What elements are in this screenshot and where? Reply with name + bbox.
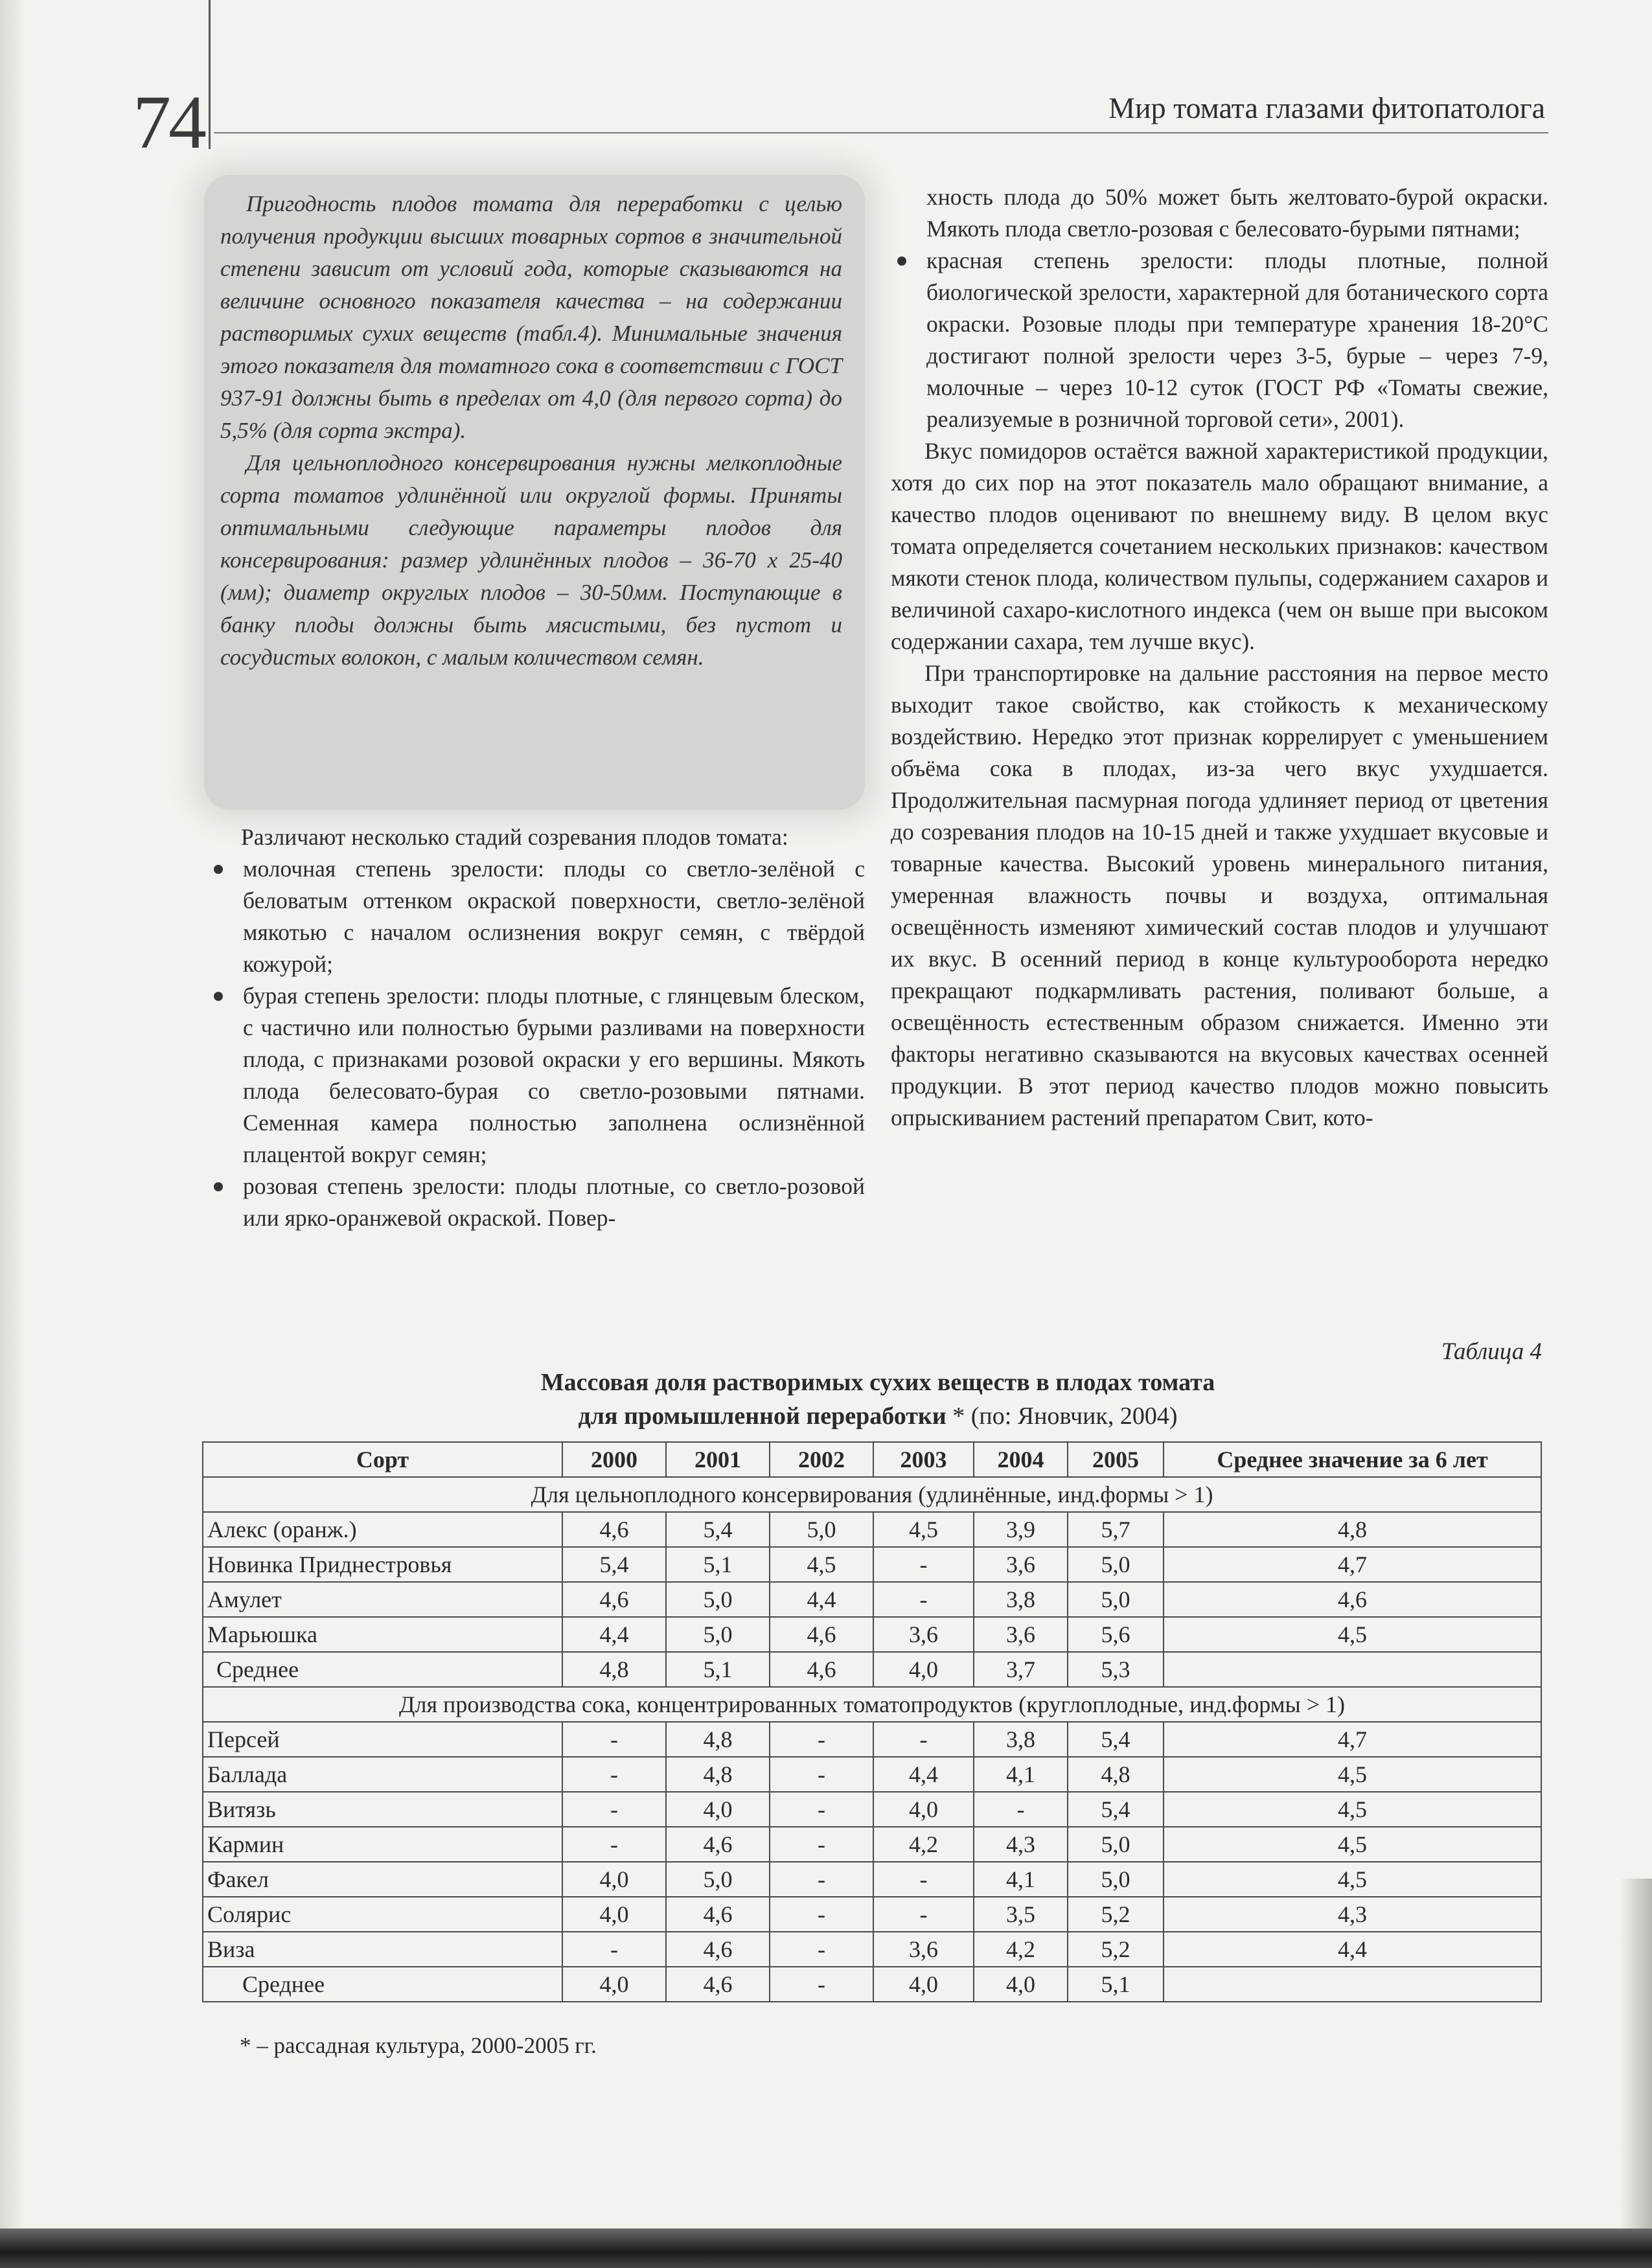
value-cell: 4,8 (1164, 1512, 1541, 1547)
value-cell: 5,1 (666, 1547, 770, 1582)
page-edge-shadow (0, 0, 26, 2268)
table-title-line2 (207, 1399, 1548, 1433)
column-header: 2001 (666, 1442, 770, 1477)
variety-name-cell: Виза (203, 1932, 562, 1967)
value-cell: - (562, 1722, 666, 1757)
table-row (203, 1512, 1541, 1547)
table-row (203, 1897, 1541, 1932)
value-cell: 4,6 (562, 1582, 666, 1617)
stages-intro: Различают несколько стадий созревания плодов томата: (241, 824, 788, 850)
stage-bullet: бурая степень зрелости: плоды плотные, с глянцевым блеском, с частично или полностью бурыми разливами на поверхности плода, с признаками розовой окраски у его вершины. Мякоть плода белесовато-бурая со светло-розовыми пятнами. Семенная камера полностью заполнена ослизнённой плацентой вокруг семян; (207, 980, 865, 1171)
column-header: Среднее значение за 6 лет (1164, 1442, 1541, 1477)
value-cell: 4,8 (666, 1722, 770, 1757)
value-cell: 5,2 (1068, 1932, 1164, 1967)
value-cell: 4,5 (1164, 1792, 1541, 1827)
column-header: 2002 (770, 1442, 873, 1477)
value-cell: - (562, 1827, 666, 1862)
variety-name-cell: Среднее (203, 1652, 562, 1687)
value-cell: - (873, 1897, 974, 1932)
column-header: 2005 (1068, 1442, 1164, 1477)
table-section-row (203, 1477, 1541, 1512)
value-cell: 4,0 (666, 1792, 770, 1827)
table-label: Таблица 4 (1441, 1338, 1542, 1365)
value-cell: - (770, 1897, 873, 1932)
value-cell: 4,6 (666, 1897, 770, 1932)
table-header-row (203, 1442, 1541, 1477)
value-cell: 5,6 (1068, 1617, 1164, 1652)
value-cell: 5,4 (666, 1512, 770, 1547)
column-header: 2003 (873, 1442, 974, 1477)
value-cell: 5,0 (1068, 1547, 1164, 1582)
value-cell (1164, 1967, 1541, 2002)
page-edge-shadow-right (1620, 1879, 1652, 2228)
value-cell: 5,0 (666, 1617, 770, 1652)
value-cell: 5,1 (666, 1652, 770, 1687)
variety-name-cell: Факел (203, 1862, 562, 1897)
value-cell: 4,4 (770, 1582, 873, 1617)
variety-name-cell: Алекс (оранж.) (203, 1512, 562, 1547)
table-row (203, 1582, 1541, 1617)
table-row (203, 1652, 1541, 1687)
value-cell: - (770, 1792, 873, 1827)
section-heading: Для цельноплодного консервирования (удлинённые, инд.формы > 1) (203, 1477, 1541, 1512)
variety-name-cell: Персей (203, 1722, 562, 1757)
value-cell: - (873, 1582, 974, 1617)
table-row (203, 1792, 1541, 1827)
body-paragraph: Вкус помидоров остаётся важной характеристикой продукции, хотя до сих пор на этот показатель мало обращают внимание, а качество плодов оценивают по внешнему виду. В целом вкус томата определяется сочетанием нескольких признаков: качеством мякоти стенок плода, количеством пульпы, содержанием сахаров и величиной сахаро-кислотного индекса (чем он выше при высоком содержании сахара, тем лучше вкус). (891, 438, 1548, 654)
value-cell: - (770, 1862, 873, 1897)
variety-name-cell: Амулет (203, 1582, 562, 1617)
value-cell: 4,0 (873, 1967, 974, 2002)
sidebar-paragraph: Пригодность плодов томата для переработки с целью получения продукции высших товарных сортов в значительной степени зависит от условий года, которые сказываются на величине основного показателя качества – на содержании растворимых сухих веществ (табл.4). Минимальные значения этого показателя для томатного сока в соответствии с ГОСТ 937-91 должны быть в пределах от 4,0 (для первого сорта) до 5,5% (для сорта экстра). (220, 191, 842, 443)
data-table (202, 1441, 1542, 2002)
column-header: 2000 (562, 1442, 666, 1477)
value-cell: 4,5 (1164, 1862, 1541, 1897)
value-cell: - (873, 1862, 974, 1897)
value-cell: 4,0 (562, 1862, 666, 1897)
header-vertical-rule (209, 0, 211, 149)
value-cell: - (770, 1757, 873, 1792)
value-cell: 4,0 (562, 1897, 666, 1932)
value-cell: 4,4 (1164, 1932, 1541, 1967)
value-cell: 5,3 (1068, 1652, 1164, 1687)
value-cell: 5,7 (1068, 1512, 1164, 1547)
value-cell: 4,8 (666, 1757, 770, 1792)
stage-bullet: красная степень зрелости: плоды плотные, полной биологической зрелости, характерной для ботанического сорта окраски. Розовые плоды при температуре хранения 18-20°С достигают полной зрелости через 3-5, бурые – через 7-9, молочные – через 10-12 суток (ГОСТ РФ «Томаты свежие, реализуемые в розничной торговой сети», 2001). (891, 245, 1548, 435)
table-row (203, 1722, 1541, 1757)
variety-name-cell: Кармин (203, 1827, 562, 1862)
table-row (203, 1757, 1541, 1792)
value-cell: 4,6 (1164, 1582, 1541, 1617)
section-heading: Для производства сока, концентрированных томатопродуктов (круглоплодные, инд.формы > 1) (203, 1687, 1541, 1722)
value-cell: - (873, 1722, 974, 1757)
table-title-line1: Массовая доля растворимых сухих веществ в плодах томата (540, 1369, 1215, 1396)
value-cell: 5,4 (1068, 1792, 1164, 1827)
value-cell: 4,4 (873, 1757, 974, 1792)
value-cell: 3,6 (873, 1932, 974, 1967)
table-row (203, 1547, 1541, 1582)
sidebar-paragraph: Для цельноплодного консервирования нужны мелкоплодные сорта томатов удлинённой или округлой формы. Приняты оптимальными следующие параметры плодов для консервирования: размер удлинённых плодов – 36-70 х 25-40 (мм); диаметр округлых плодов – 30-50мм. Поступающие в банку плоды должны быть мясистыми, без пустот и сосудистых волокон, с малым количеством семян. (220, 450, 842, 670)
column-header: 2004 (974, 1442, 1068, 1477)
value-cell: 4,7 (1164, 1547, 1541, 1582)
header-rule (214, 132, 1548, 133)
page-number: 74 (133, 80, 204, 165)
value-cell: 4,0 (562, 1967, 666, 2002)
value-cell: 4,5 (1164, 1827, 1541, 1862)
value-cell: 5,0 (666, 1582, 770, 1617)
value-cell: 4,6 (770, 1617, 873, 1652)
variety-name-cell: Новинка Приднестровья (203, 1547, 562, 1582)
table-row (203, 1862, 1541, 1897)
value-cell: 5,0 (1068, 1582, 1164, 1617)
value-cell: 3,7 (974, 1652, 1068, 1687)
value-cell: 4,5 (1164, 1617, 1541, 1652)
value-cell: - (562, 1932, 666, 1967)
value-cell: - (770, 1967, 873, 2002)
value-cell: 3,8 (974, 1722, 1068, 1757)
value-cell: - (974, 1792, 1068, 1827)
value-cell: 4,0 (873, 1652, 974, 1687)
table-section-row (203, 1687, 1541, 1722)
variety-name-cell: Среднее (203, 1967, 562, 2002)
value-cell: 5,0 (1068, 1827, 1164, 1862)
value-cell: 5,2 (1068, 1897, 1164, 1932)
variety-name-cell: Витязь (203, 1792, 562, 1827)
table-title (207, 1366, 1548, 1433)
right-column (891, 181, 1548, 1134)
value-cell: 5,0 (1068, 1862, 1164, 1897)
value-cell (1164, 1652, 1541, 1687)
value-cell: 4,1 (974, 1757, 1068, 1792)
value-cell: 3,6 (974, 1547, 1068, 1582)
value-cell: 4,3 (974, 1827, 1068, 1862)
value-cell: 5,4 (562, 1547, 666, 1582)
value-cell: - (873, 1547, 974, 1582)
value-cell: 4,6 (770, 1652, 873, 1687)
value-cell: 4,0 (873, 1792, 974, 1827)
value-cell: - (562, 1792, 666, 1827)
value-cell: 3,8 (974, 1582, 1068, 1617)
value-cell: 4,2 (873, 1827, 974, 1862)
footnote: * – рассадная культура, 2000-2005 гг. (240, 2033, 597, 2058)
value-cell: 4,3 (1164, 1897, 1541, 1932)
value-cell: 5,4 (1068, 1722, 1164, 1757)
value-cell: 3,6 (974, 1617, 1068, 1652)
table-row (203, 1932, 1541, 1967)
table-title-line2-bold: для промышленной переработки (578, 1403, 946, 1430)
value-cell: 4,6 (666, 1932, 770, 1967)
value-cell: 3,6 (873, 1617, 974, 1652)
column-header: Сорт (203, 1442, 562, 1477)
body-paragraph: При транспортировке на дальние расстояния на первое место выходит такое свойство, как стойкость к механическому воздействию. Нередко этот признак коррелирует с уменьшением объёма сока в плодах, из-за чего вкус ухудшается. Продолжительная пасмурная погода удлиняет период от цветения до созревания плодов на 10-15 дней и также ухудшает вкусовые и товарные качества. Высокий уровень минерального питания, умеренная влажность почвы и воздуха, оптимальная освещённость изменяют химический состав плодов и улучшают их вкус. В осенний период в конце культурооборота нередко прекращают подкармливать растения, поливают больше, а освещённость естественным образом снижается. Именно эти факторы негативно сказываются на вкусовых качествах осенней продукции. В этот период качество плодов можно повысить опрыскиванием растений препаратом Свит, кото- (891, 660, 1548, 1130)
value-cell: 4,7 (1164, 1722, 1541, 1757)
value-cell: 4,1 (974, 1862, 1068, 1897)
value-cell: 4,2 (974, 1932, 1068, 1967)
value-cell: 5,1 (1068, 1967, 1164, 2002)
value-cell: 3,9 (974, 1512, 1068, 1547)
table-row (203, 1827, 1541, 1862)
stage-continuation: хность плода до 50% может быть желтовато-бурой окраски. Мякоть плода светло-розовая с белесовато-бурыми пятнами; (926, 184, 1548, 242)
value-cell: - (770, 1827, 873, 1862)
value-cell: 4,5 (873, 1512, 974, 1547)
variety-name-cell: Солярис (203, 1897, 562, 1932)
value-cell: 4,5 (770, 1547, 873, 1582)
table-title-source: * (по: Яновчик, 2004) (946, 1403, 1178, 1430)
variety-name-cell: Марьюшка (203, 1617, 562, 1652)
sidebar-text (220, 188, 842, 674)
running-head: Мир томата глазами фитопатолога (1108, 91, 1545, 124)
value-cell: 4,6 (562, 1512, 666, 1547)
value-cell: 5,0 (666, 1862, 770, 1897)
value-cell: 4,6 (666, 1827, 770, 1862)
value-cell: 3,5 (974, 1897, 1068, 1932)
stage-bullet: молочная степень зрелости: плоды со светло-зелёной с беловатым оттенком окраской поверхности, светло-зелёной мякотью с началом ослизнения вокруг семян, с твёрдой кожурой; (207, 853, 865, 980)
value-cell: 4,8 (562, 1652, 666, 1687)
value-cell: - (562, 1757, 666, 1792)
value-cell: 4,0 (974, 1967, 1068, 2002)
left-column (207, 821, 865, 1234)
value-cell: 4,8 (1068, 1757, 1164, 1792)
value-cell: 4,4 (562, 1617, 666, 1652)
value-cell: - (770, 1722, 873, 1757)
variety-name-cell: Баллада (203, 1757, 562, 1792)
table-row (203, 1617, 1541, 1652)
value-cell: - (770, 1932, 873, 1967)
value-cell: 5,0 (770, 1512, 873, 1547)
value-cell: 4,6 (666, 1967, 770, 2002)
table-row (203, 1967, 1541, 2002)
scan-bottom-edge (0, 2228, 1652, 2268)
stage-bullet: розовая степень зрелости: плоды плотные, со светло-розовой или ярко-оранжевой окраской. Повер- (207, 1171, 865, 1234)
value-cell: 4,5 (1164, 1757, 1541, 1792)
